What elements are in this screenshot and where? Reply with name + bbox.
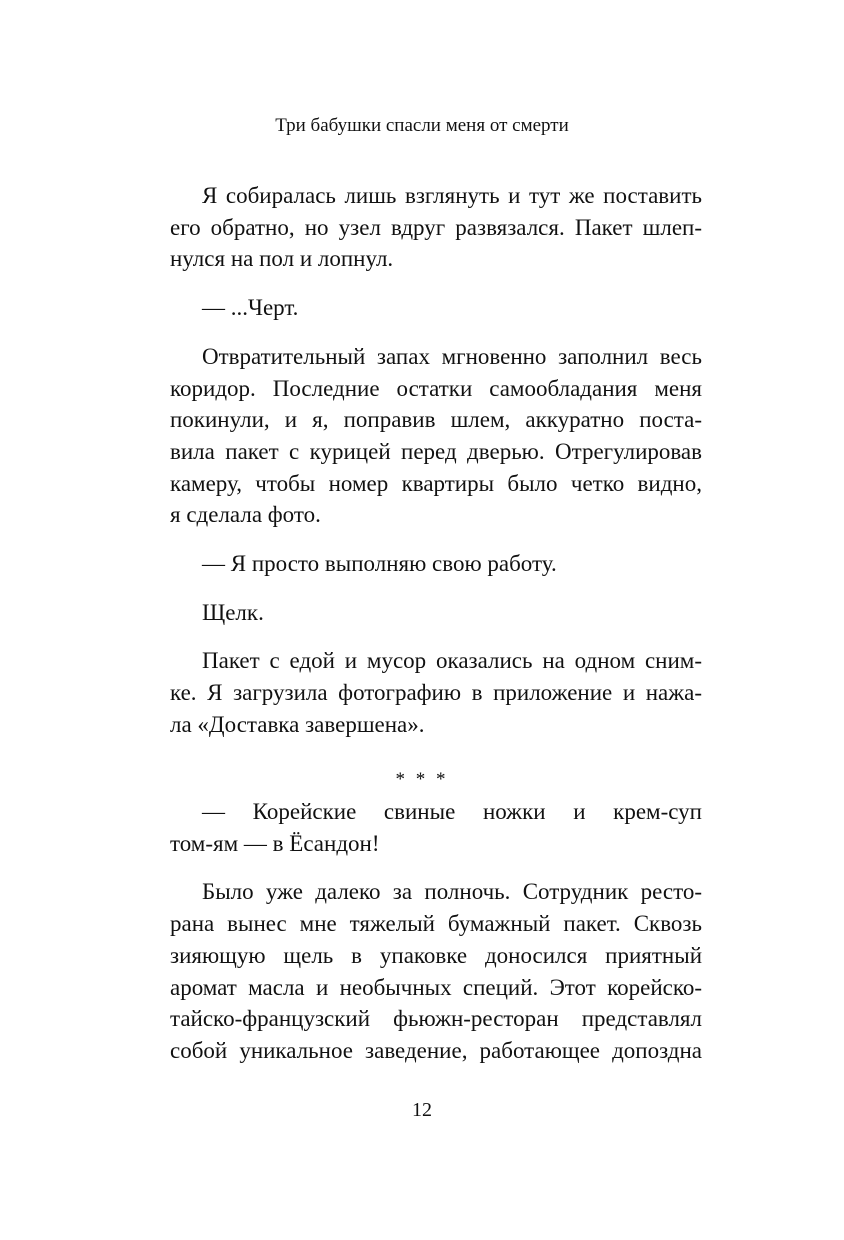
text-line: коридор. Последние остатки самообладания меня [170,375,702,401]
text-line: Было уже далеко за полночь. Сотрудник ресто- [202,879,702,905]
text-line: Я собиралась лишь взглянуть и тут же поставить [202,183,702,208]
text-line: вила пакет с курицей перед дверью. Отрегулировав [170,438,702,464]
body-text-bottom [170,796,702,1067]
running-head: Три бабушки спасли меня от смерти [275,115,569,136]
text-line: — ...Черт. [202,295,299,321]
text-line: Пакет с едой и мусор оказались на одном сним- [202,648,702,674]
text-line: нулся на пол и лопнул. [170,246,394,272]
paragraph [170,341,702,531]
text-line: зияющую щель в упаковке доносился приятный [170,942,702,968]
text-line: рана вынес мне тяжелый бумажный пакет. Сквозь [170,911,702,937]
text-line: камеру, чтобы номер квартиры было четко видно, [170,470,702,496]
section-separator: * * * [395,769,449,790]
text-line: — Корейские свиные ножки и крем-суп [202,799,702,824]
paragraph [170,292,702,324]
paragraph [170,180,702,275]
text-line: Отвратительный запах мгновенно заполнил весь [202,343,702,369]
text-line: аромат масла и необычных специй. Этот корейско- [170,974,702,1000]
text-line: покинули, и я, поправив шлем, аккуратно поста- [170,407,702,433]
text-line: тайско-французский фьюжн-ресторан представлял [170,1006,702,1032]
page-number: 12 [412,1099,432,1121]
text-line: ке. Я загрузила фотографию в приложение и нажа- [170,680,702,706]
text-line: том-ям — в Ёсандон! [170,830,380,856]
paragraph [170,548,702,580]
paragraph [170,597,702,629]
text-line: Щелк. [202,599,264,625]
text-line: ла «Доставка завершена». [170,711,425,737]
text-line: его обратно, но узел вдруг развязался. Пакет шлеп- [170,214,702,240]
body-text-top [170,180,702,741]
paragraph [170,645,702,740]
paragraph [170,876,702,1066]
text-line: я сделала фото. [170,502,321,528]
text-line: собой уникальное заведение, работающее допоздна [170,1037,702,1063]
paragraph [170,796,702,859]
text-line: — Я просто выполняю свою работу. [202,551,557,577]
